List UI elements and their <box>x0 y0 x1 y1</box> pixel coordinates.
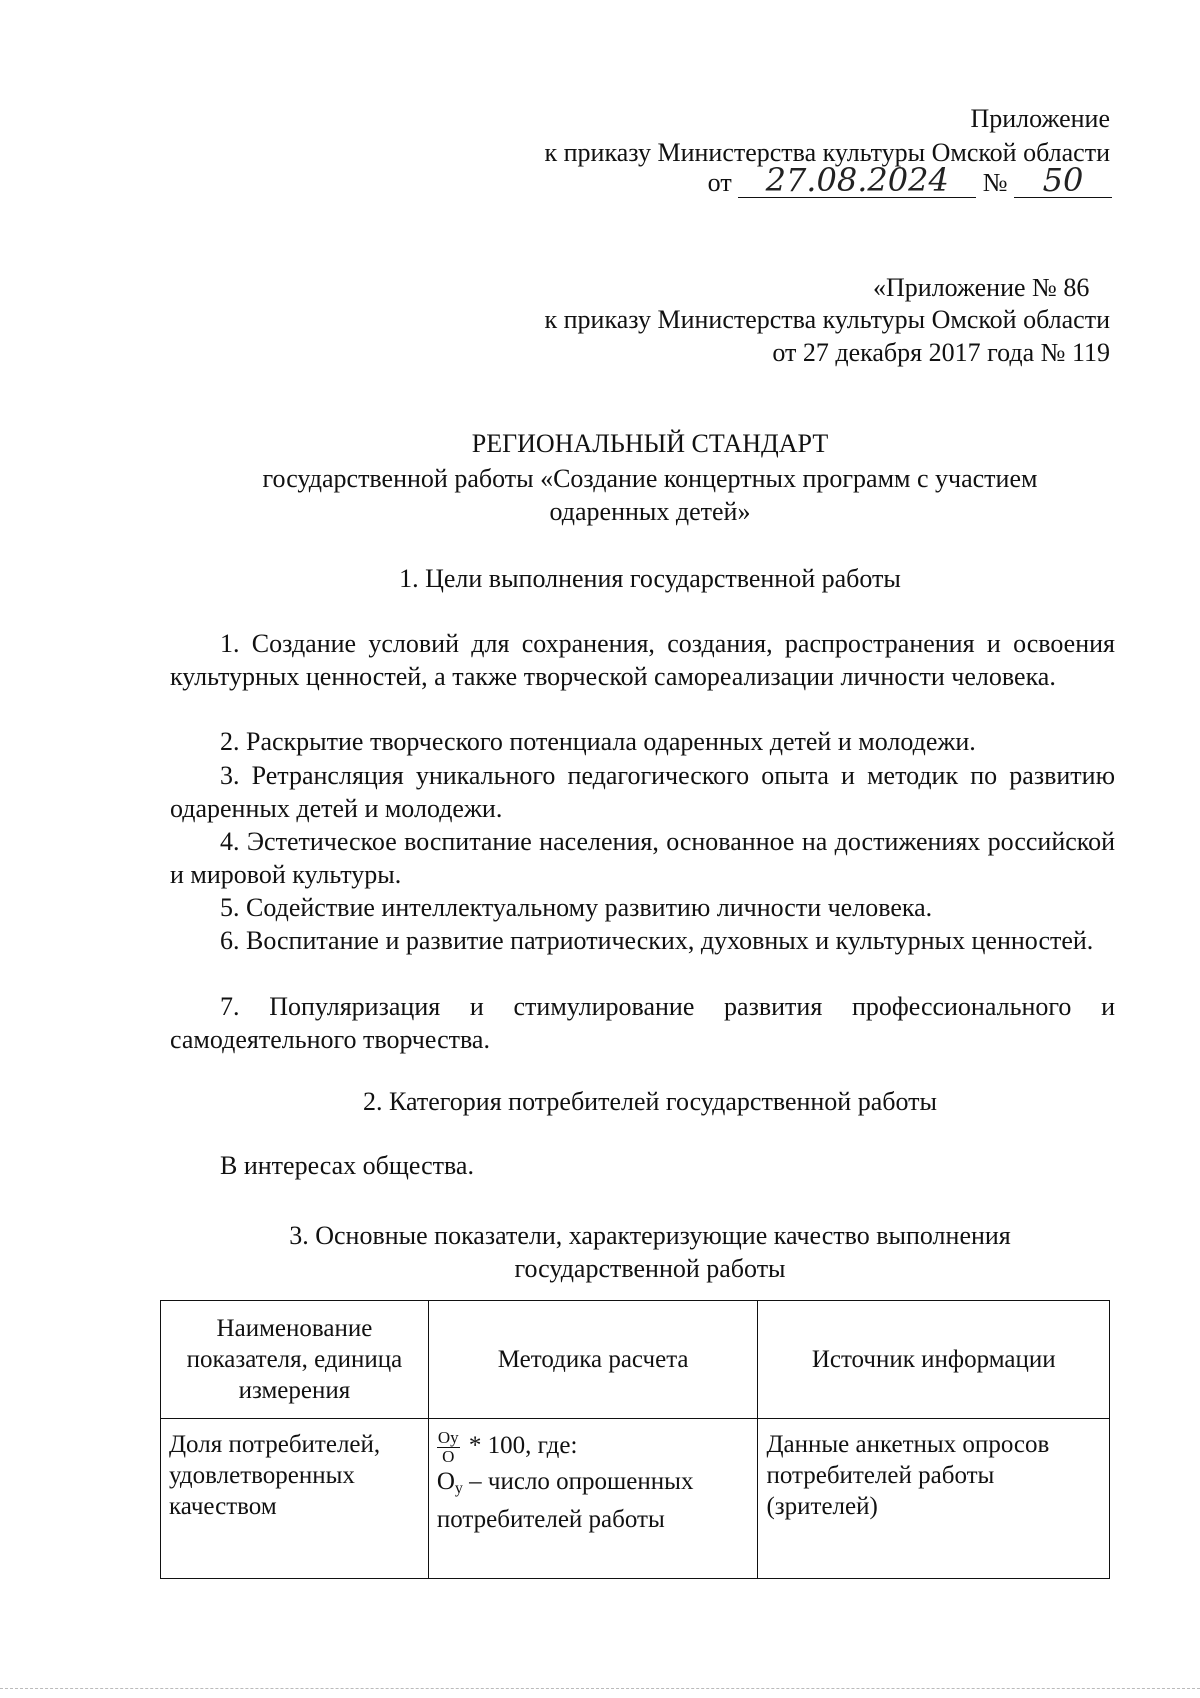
table-row <box>161 1419 1110 1579</box>
variable-definition <box>437 1466 750 1535</box>
document-title: РЕГИОНАЛЬНЫЙ СТАНДАРТ <box>471 429 829 458</box>
goal-item-2: 2. Раскрытие творческого потенциала одаренных детей и молодежи. <box>220 727 976 756</box>
cell-indicator: Доля потребителей, удовлетворенных качеством <box>161 1419 429 1579</box>
formula-tail: * 100, где: <box>462 1432 578 1460</box>
indicators-table <box>160 1300 1110 1579</box>
goal-item-5: 5. Содействие интеллектуальному развитию личности человека. <box>220 893 933 922</box>
formula-denominator: О <box>442 1447 455 1466</box>
header-method: Методика расчета <box>428 1301 758 1419</box>
handwritten-date: 27.08.2024 <box>765 161 949 199</box>
cell-method <box>428 1419 758 1579</box>
section3-heading-line1: 3. Основные показатели, характеризующие качество выполнения <box>289 1221 1011 1250</box>
prior-attachment-order-line: к приказу Министерства культуры Омской области <box>544 305 1110 334</box>
variable-main: О <box>436 1468 455 1495</box>
goal-item-6: 6. Воспитание и развитие патриотических, духовных и культурных ценностей. <box>220 926 1094 955</box>
header-indicator: Наименование показателя, единица измерения <box>161 1301 429 1419</box>
formula-numerator: Оу <box>437 1428 459 1447</box>
formula-fraction <box>437 1429 460 1466</box>
table-header-row <box>161 1301 1110 1419</box>
from-prefix: от <box>707 168 732 197</box>
handwritten-number: 50 <box>1042 161 1084 199</box>
attachment-date-line <box>707 161 1112 199</box>
section2-text: В интересах общества. <box>220 1151 474 1180</box>
section2-heading: 2. Категория потребителей государственной работы <box>363 1087 937 1116</box>
handwritten-number-field <box>1014 161 1112 199</box>
prior-attachment-date-line: от 27 декабря 2017 года № 119 <box>772 338 1110 367</box>
prior-attachment-title: «Приложение № 86 <box>873 273 1090 302</box>
document-subtitle-line2: одаренных детей» <box>549 497 751 526</box>
variable-description: – число опрошенных потребителей работы <box>436 1468 694 1533</box>
header-source: Источник информации <box>758 1301 1110 1419</box>
document-subtitle-line1: государственной работы «Создание концертных программ с участием <box>262 464 1038 493</box>
scan-bottom-edge <box>0 1688 1200 1689</box>
variable-subscript: у <box>454 1480 463 1497</box>
goal-item-3: 3. Ретрансляция уникального педагогического опыта и методик по развитию одаренных детей и молодежи. <box>170 761 1115 823</box>
number-prefix: № <box>982 168 1008 197</box>
attachment-title: Приложение <box>970 104 1110 133</box>
handwritten-date-field <box>738 161 976 199</box>
goal-item-4: 4. Эстетическое воспитание населения, основанное на достижениях российской и мировой культуры. <box>170 827 1115 889</box>
section1-heading: 1. Цели выполнения государственной работы <box>399 564 901 593</box>
goal-item-7: 7. Популяризация и стимулирование развития профессионального и самодеятельного творчества. <box>170 992 1115 1054</box>
goal-item-1: 1. Создание условий для сохранения, создания, распространения и освоения культурных ценностей, а также творческой самореализации личности человека. <box>170 629 1115 691</box>
attachment-order-line: к приказу Министерства культуры Омской области <box>544 138 1110 167</box>
formula <box>437 1429 750 1466</box>
section3-heading-line2: государственной работы <box>514 1254 786 1283</box>
cell-source: Данные анкетных опросов потребителей работы (зрителей) <box>758 1419 1110 1579</box>
